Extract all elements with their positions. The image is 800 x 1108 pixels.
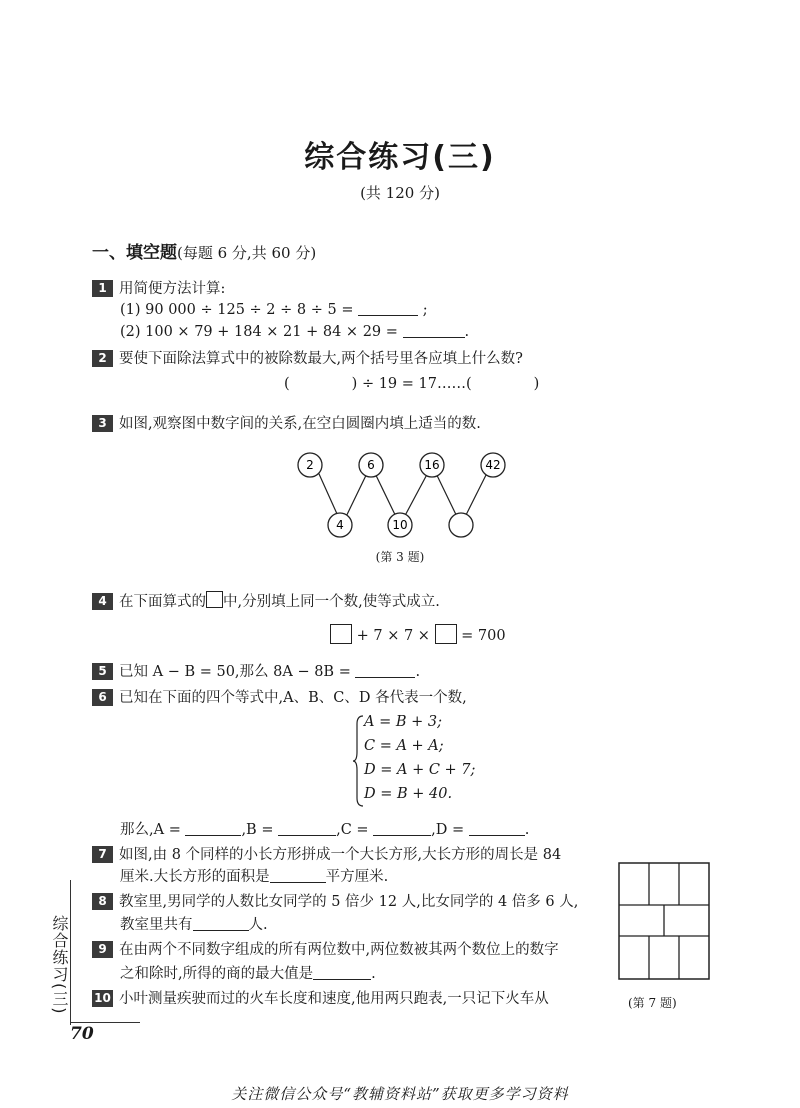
figure-caption: (第 7 题)	[628, 996, 677, 1010]
question-number: 10	[92, 990, 113, 1007]
question-text: 如图,由 8 个同样的小长方形拼成一个大长方形,大长方形的周长是 84	[119, 847, 562, 863]
page-subtitle: (共 120 分)	[360, 184, 440, 202]
punctuation: .	[371, 966, 376, 982]
q6-answer-line	[120, 818, 529, 839]
question-text: 教室里,男同学的人数比女同学的 5 倍少 12 人,比女同学的 4 倍多 6 人,	[119, 894, 579, 910]
question-6	[92, 686, 467, 707]
q1-part-1	[120, 301, 428, 318]
question-text: 已知在下面的四个等式中,A、B、C、D 各代表一个数,	[119, 690, 467, 706]
q1-expression-1: (1) 90 000 ÷ 125 ÷ 2 ÷ 8 ÷ 5 =	[120, 302, 354, 318]
question-number: 6	[92, 689, 113, 706]
question-text: 在由两个不同数字组成的所有两位数中,两位数被其两个数位上的数字	[119, 942, 559, 958]
answer-label: ,C =	[336, 822, 369, 838]
answer-blank[interactable]	[469, 821, 525, 836]
question-9	[92, 938, 559, 959]
sidebar-label: 综合练习(三)	[50, 915, 69, 1015]
circle-value: 2	[306, 458, 314, 472]
equation-line: A = B + 3;	[364, 714, 442, 730]
q4-expression: + 7 × 7 ×	[356, 628, 430, 644]
q1-expression-2: (2) 100 × 79 + 184 × 21 + 84 × 29 =	[120, 324, 398, 340]
q1-part-2	[120, 323, 469, 340]
answer-blank[interactable]	[355, 663, 415, 678]
q2-expression: ) ÷ 19 = 17……(	[351, 376, 472, 392]
equation-system	[352, 714, 502, 808]
rectangle-figure	[618, 862, 710, 980]
square-box-icon	[206, 591, 223, 608]
punctuation: .	[464, 324, 470, 340]
question-text: 人.	[248, 917, 268, 933]
question-text: 用简便方法计算:	[119, 281, 226, 297]
question-text: 之和除时,所得的商的最大值是	[120, 966, 314, 982]
q9-line-2	[120, 962, 376, 983]
answer-blank[interactable]	[313, 965, 371, 980]
question-5	[92, 660, 420, 681]
answer-box[interactable]	[435, 624, 457, 644]
question-number: 9	[92, 941, 113, 958]
question-7	[92, 843, 561, 864]
circle-value: 10	[392, 518, 408, 532]
question-number: 1	[92, 280, 113, 297]
page-number-rule	[70, 1022, 140, 1023]
zigzag-diagram	[290, 448, 510, 544]
answer-blank[interactable]	[403, 323, 465, 338]
section-heading	[92, 238, 316, 263]
answer-blank[interactable]	[270, 868, 326, 883]
answer-box[interactable]	[330, 624, 352, 644]
question-number: 4	[92, 593, 113, 610]
question-3	[92, 412, 481, 433]
question-text: 小叶测量疾驶而过的火车长度和速度,他用两只跑表,一只记下火车从	[119, 991, 549, 1007]
equation-line: D = B + 40.	[364, 786, 453, 802]
answer-blank[interactable]	[278, 821, 336, 836]
equation-line: C = A + A;	[364, 738, 444, 754]
question-number: 5	[92, 663, 113, 680]
circle-value: 16	[424, 458, 440, 472]
question-10	[92, 987, 549, 1008]
circle-value: 42	[485, 458, 501, 472]
question-4	[92, 590, 440, 611]
answer-blank[interactable]	[373, 821, 431, 836]
q4-result: = 700	[461, 628, 506, 644]
question-text: 中,分别填上同一个数,使等式成立.	[223, 594, 440, 610]
punctuation: .	[524, 822, 530, 838]
answer-label: 那么,A =	[120, 822, 181, 838]
answer-blank[interactable]	[358, 301, 418, 316]
question-1	[92, 277, 225, 298]
empty-circle-answer[interactable]	[449, 513, 473, 537]
q7-line-2	[120, 865, 388, 886]
answer-blank[interactable]	[193, 916, 249, 931]
equation-line: D = A + C + 7;	[364, 762, 476, 778]
section-label: 一、填空题	[92, 243, 177, 263]
question-text: 要使下面除法算式中的被除数最大,两个括号里各应填上什么数?	[119, 351, 523, 367]
q4-equation	[330, 624, 506, 644]
bracket-open: (	[284, 376, 290, 392]
page-title: 综合练习(三)	[304, 140, 496, 175]
answer-label: ,B =	[241, 822, 274, 838]
circle-value: 6	[367, 458, 375, 472]
question-text: 在下面算式的	[119, 594, 206, 610]
question-number: 7	[92, 846, 113, 863]
question-text: 如图,观察图中数字间的关系,在空白圆圈内填上适当的数.	[119, 416, 481, 432]
question-text: 已知 A − B = 50,那么 8A − 8B =	[119, 664, 351, 680]
circle-value: 4	[336, 518, 344, 532]
bracket-close: )	[533, 376, 540, 392]
question-2	[92, 347, 523, 368]
punctuation: ;	[422, 302, 428, 318]
figure-caption: (第 3 题)	[375, 550, 425, 564]
question-number: 3	[92, 415, 113, 432]
footer-watermark: 关注微信公众号“教辅资料站”获取更多学习资料	[231, 1085, 569, 1103]
q2-equation	[284, 376, 539, 392]
q8-line-2	[120, 913, 268, 934]
punctuation: .	[415, 664, 421, 680]
question-number: 2	[92, 350, 113, 367]
question-8	[92, 890, 578, 911]
section-note: (每题 6 分,共 60 分)	[177, 244, 317, 262]
page-number: 70	[70, 1024, 94, 1044]
question-number: 8	[92, 893, 113, 910]
question-text: 平方厘米.	[325, 869, 389, 885]
answer-blank[interactable]	[185, 821, 241, 836]
answer-label: ,D =	[431, 822, 465, 838]
question-text: 厘米.大长方形的面积是	[120, 869, 270, 885]
question-text: 教室里共有	[120, 917, 193, 933]
